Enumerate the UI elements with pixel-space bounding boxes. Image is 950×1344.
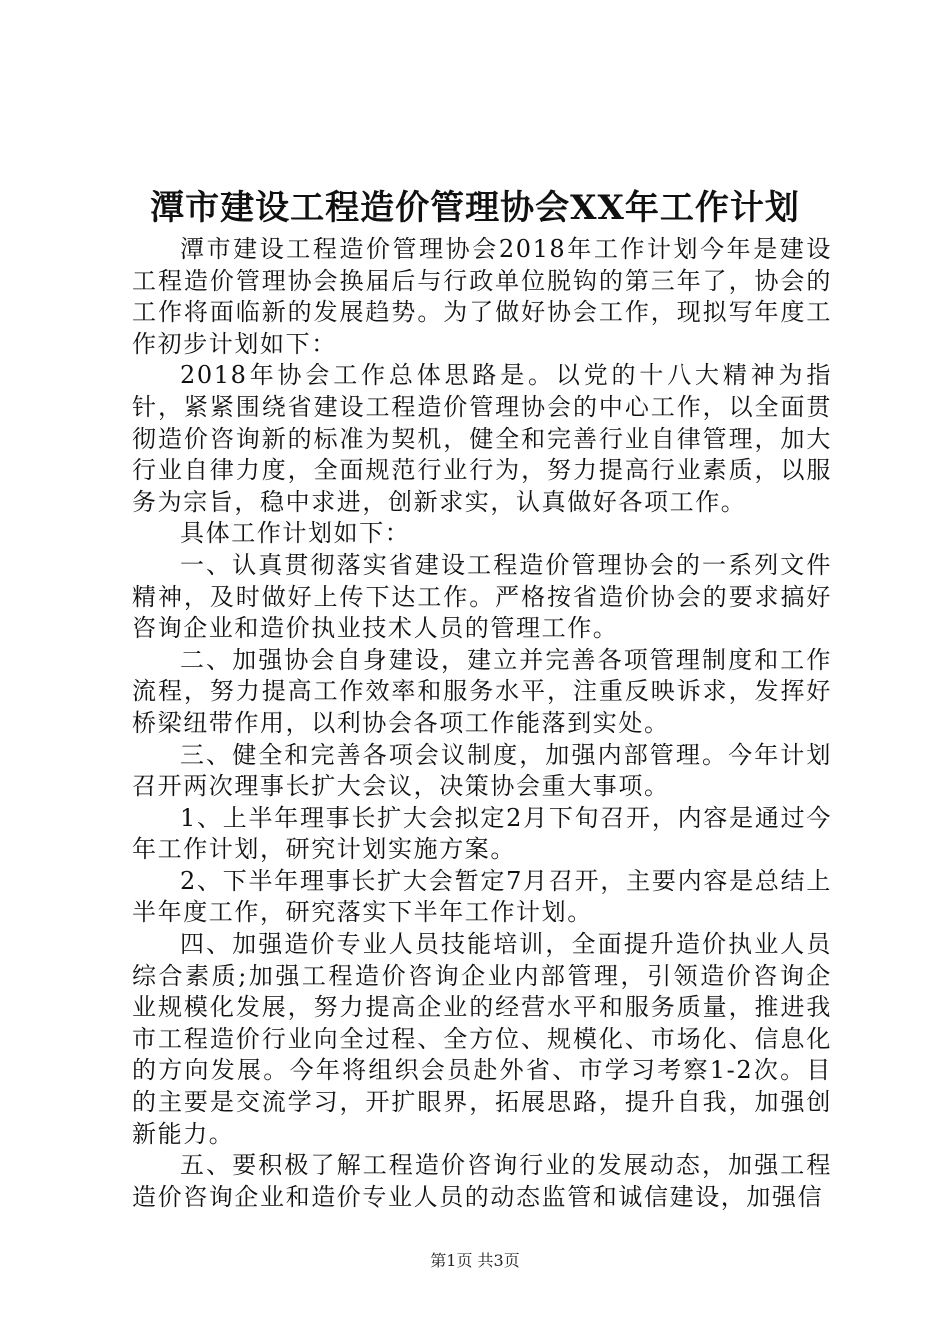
paragraph-item-5: 五、要积极了解工程造价咨询行业的发展动态，加强工程造价咨询企业和造价专业人员的动态监管和诚信建设，加强信	[132, 1151, 832, 1211]
paragraph-intro: 潭市建设工程造价管理协会2018年工作计划今年是建设工程造价管理协会换届后与行政单位脱钩的第三年了，协会的工作将面临新的发展趋势。为了做好协会工作，现拟写年度工作初步计划如下：	[132, 235, 832, 358]
paragraph-item-4: 四、加强造价专业人员技能培训，全面提升造价执业人员综合素质;加强工程造价咨询企业内部管理，引领造价咨询企业规模化发展，努力提高企业的经营水平和服务质量，推进我市工程造价行业向全过程、全方位、规模化、市场化、信息化的方向发展。今年将组织会员赴外省、市学习考察1-2次。目的主要是交流学习，开扩眼界，拓展思路，提升自我，加强创新能力。	[132, 930, 832, 1148]
document-body	[132, 234, 832, 1213]
paragraph-subitem-2: 2、下半年理事长扩大会暂定7月召开，主要内容是总结上半年度工作，研究落实下半年工作计划。	[132, 866, 832, 927]
page-footer: 第1页 共3页	[430, 1251, 520, 1270]
paragraph-plan-heading: 具体工作计划如下：	[180, 519, 411, 548]
paragraph-item-3: 三、健全和完善各项会议制度，加强内部管理。今年计划召开两次理事长扩大会议，决策协会重大事项。	[132, 740, 832, 801]
paragraph-overall-approach: 2018年协会工作总体思路是。以党的十八大精神为指针，紧紧围绕省建设工程造价管理协会的中心工作，以全面贯彻造价咨询新的标准为契机，健全和完善行业自律管理，加大行业自律力度，全面规范行业行为，努力提高行业素质，以服务为宗旨，稳中求进，创新求实，认真做好各项工作。	[132, 361, 832, 516]
paragraph-item-2: 二、加强协会自身建设，建立并完善各项管理制度和工作流程，努力提高工作效率和服务水平，注重反映诉求，发挥好桥梁纽带作用，以利协会各项工作能落到实处。	[132, 645, 832, 737]
paragraph-subitem-1: 1、上半年理事长扩大会拟定2月下旬召开，内容是通过今年工作计划，研究计划实施方案。	[132, 803, 832, 864]
document-title: 潭市建设工程造价管理协会XX年工作计划	[150, 188, 800, 228]
paragraph-item-1: 一、认真贯彻落实省建设工程造价管理协会的一系列文件精神，及时做好上传下达工作。严格按省造价协会的要求搞好咨询企业和造价执业技术人员的管理工作。	[132, 550, 832, 643]
